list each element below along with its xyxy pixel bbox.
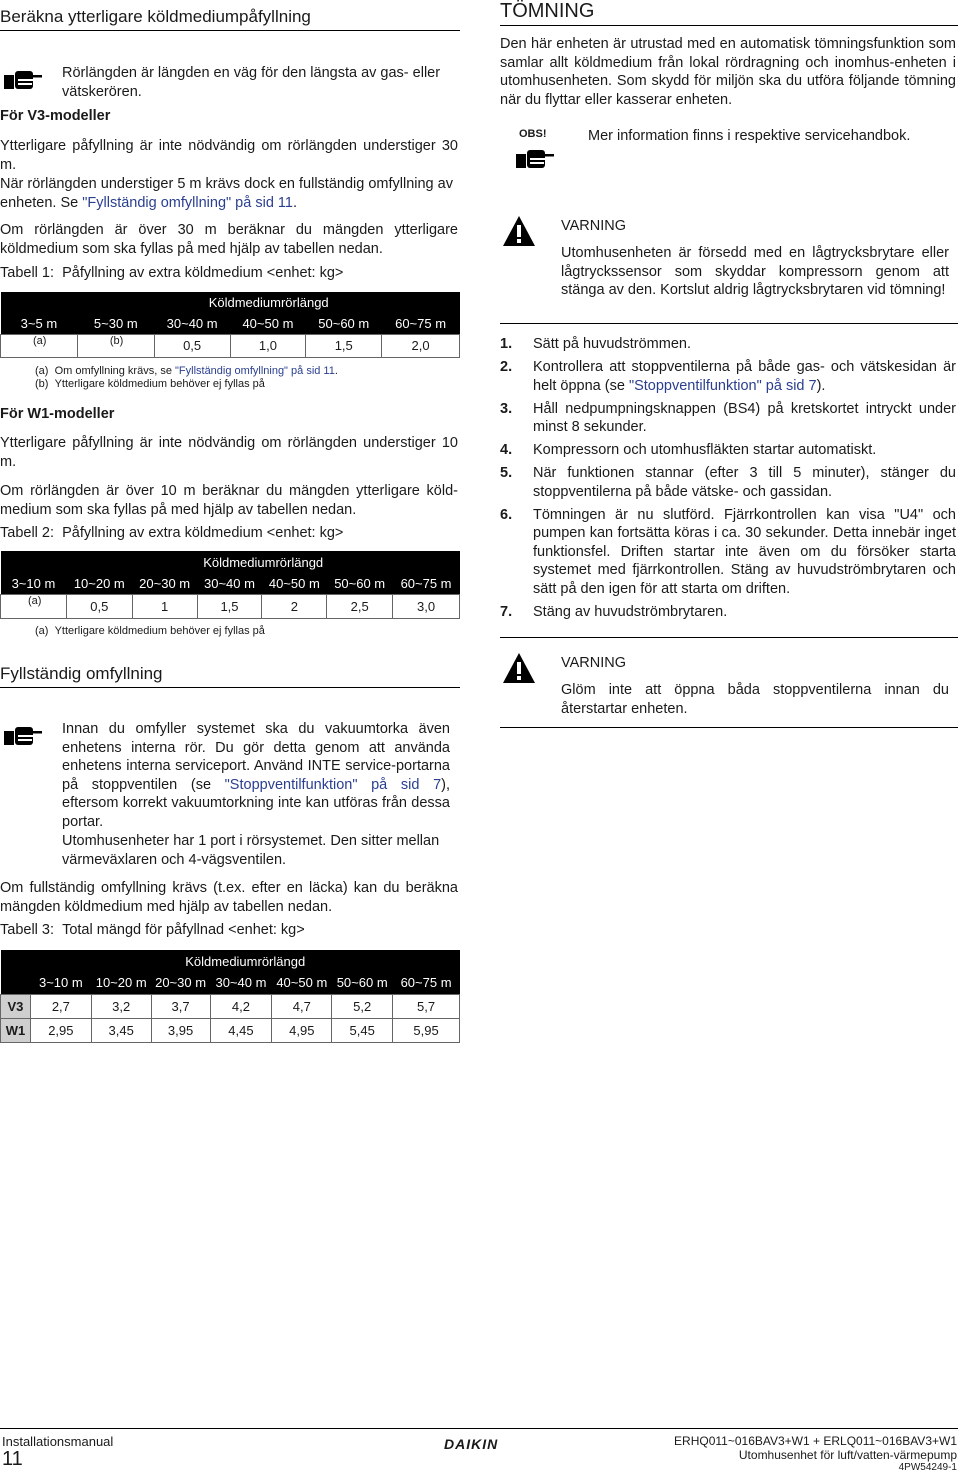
- table1-col-header: 3~5 m: [20, 315, 58, 331]
- table3-caption: Tabell 3: Total mängd för påfyllnad <enhet: kg>: [0, 922, 305, 938]
- pump-down-steps: [500, 335, 956, 626]
- section-title-full-recharge: Fyllständig omfyllning: [0, 664, 460, 688]
- table2-col-header: 3~10 m: [11, 575, 56, 591]
- full-recharge-note: Innan du omfyller systemet ska du vakuumtorka även enhetens interna rör. Du gör detta genom att använda enhetens interna serviceport. Använd INTE service-portarna på stoppventilen (se "Stoppventilfunktion" på sid 7), eftersom korrekt vakuumtorkning inte kan utföras från dessa portar.: [62, 721, 450, 830]
- warning1-text: Utomhusenheten är försedd med en lågtrycksbrytare eller lågtryckssensor som skyddar kompressorn genom att stänga av den. Kortslut aldrig lågtrycksbrytaren vid tömning!: [561, 245, 949, 298]
- footer-doc-number: 4PW54249-1: [898, 1462, 957, 1473]
- step-item: 6. Tömningen är nu slutförd. Fjärrkontrollen kan visa "U4" och pumpen kan fortsätta köras i ca. 30 sekunder. Detta innebär inget funktionsfel. Driften startar inte även om du försöker starta systemet med fjärrkontrollen. Stäng av huvudströmbrytaren och sätt på den igen för att starta om driften.: [500, 506, 956, 597]
- table3: [0, 950, 460, 1043]
- footer-model: ERHQ011~016BAV3+W1 + ERLQ011~016BAV3+W1: [674, 1434, 957, 1448]
- table2-cell: (a): [1, 594, 67, 618]
- w1-paragraph-2: Om rörlängden är över 10 m beräknar du mängden ytterligare köld-medium som ska fyllas på med hjälp av tabellen nedan.: [0, 483, 458, 518]
- step-item: 5. När funktionen stannar (efter 3 till 5 minuter), stänger du stoppventilerna på både vätske- och gassidan.: [500, 465, 956, 500]
- table1-footnote-a: (a) Om omfyllning krävs, se "Fyllständig omfyllning" på sid 11.: [35, 365, 338, 377]
- table1-row: [1, 334, 460, 357]
- table1-cell: 1,0: [230, 334, 306, 357]
- warning2-label: VARNING: [561, 655, 626, 671]
- table3-cell: 5,2: [332, 994, 393, 1018]
- table1-col-header: 60~75 m: [395, 315, 447, 331]
- table3-cell: 5,7: [393, 994, 460, 1018]
- table1-cell: (a): [1, 334, 78, 357]
- footer-product: Utomhusenhet för luft/vatten-värmepump: [738, 1448, 957, 1462]
- table3-col-header: 50~60 m: [336, 975, 388, 991]
- warning2-text: Glöm inte att öppna båda stoppventilerna innan du återstartar enheten.: [561, 682, 949, 717]
- table3-cell: 3,2: [91, 994, 151, 1018]
- footer-brand-logo: DAIKIN: [444, 1436, 499, 1452]
- v3-heading: För V3-modeller: [0, 108, 111, 124]
- table3-cell: 2,95: [30, 1018, 91, 1042]
- obs-label: OBS!: [519, 128, 547, 140]
- full-recharge-note-port: Utomhusenheter har 1 port i rörsystemet. Den sitter mellan värmeväxlaren och 4-vägsventilen.: [62, 833, 440, 868]
- table2-col-header: 40~50 m: [268, 575, 320, 591]
- step-item: 1. Sätt på huvudströmmen.: [500, 336, 691, 352]
- table2-cell: 3,0: [393, 594, 460, 618]
- table3-cell: 3,45: [91, 1018, 151, 1042]
- warning1-label: VARNING: [561, 218, 626, 234]
- table1-col-header: 5~30 m: [93, 315, 138, 331]
- warning-triangle-icon: [502, 215, 536, 247]
- table3-cell: 4,95: [272, 1018, 332, 1042]
- warning-triangle-icon: [502, 652, 536, 684]
- section-title-pump-down: TÖMNING: [500, 0, 958, 26]
- table1-cell: 0,5: [154, 334, 230, 357]
- table3-row: [1, 1018, 460, 1042]
- table3-cell: 4,7: [272, 994, 332, 1018]
- w1-heading: För W1-modeller: [0, 406, 115, 422]
- table1-cell: 2,0: [382, 334, 460, 357]
- full-recharge-paragraph: Om fullständig omfyllning krävs (t.ex. efter en läcka) kan du beräkna mängden köldmedium med hjälp av tabellen nedan.: [0, 880, 458, 915]
- link-full-recharge[interactable]: "Fyllständig omfyllning" på sid 11: [82, 194, 293, 211]
- table2-col-header: 30~40 m: [204, 575, 255, 591]
- table2-col-header: 20~30 m: [139, 575, 191, 591]
- table3-cell: 4,2: [210, 994, 272, 1018]
- warning2-divider-bottom: [500, 727, 958, 728]
- footer-page-number: 11: [2, 1448, 23, 1470]
- table3-col-header: 20~30 m: [155, 975, 207, 991]
- w1-paragraph-1: Ytterligare påfyllning är inte nödvändig om rörlängden understiger 10 m.: [0, 435, 458, 470]
- note-hand-icon: [4, 67, 44, 91]
- table2-col-header: 10~20 m: [73, 575, 125, 591]
- table1-col-header: 40~50 m: [242, 315, 294, 331]
- table3-cell: 2,7: [30, 994, 91, 1018]
- table2-cell: 2: [262, 594, 327, 618]
- table3-row-label: W1: [1, 1018, 31, 1042]
- table1-cell: 1,5: [306, 334, 382, 357]
- table1-col-header: 30~40 m: [166, 315, 218, 331]
- table2-group-header: Köldmediumrörlängd: [203, 554, 324, 570]
- table3-cell: 4,45: [210, 1018, 272, 1042]
- link-stop-valve-step[interactable]: "Stoppventilfunktion" på sid 7: [628, 377, 817, 394]
- v3-paragraph-2: När rörlängden understiger 5 m krävs dock en fullständig omfyllning av enheten. Se "Fyllständig omfyllning" på sid 11.: [0, 176, 453, 211]
- table3-cell: 3,95: [151, 1018, 210, 1042]
- table3-cell: 5,45: [332, 1018, 393, 1042]
- table1-group-header: Köldmediumrörlängd: [208, 295, 329, 310]
- section-title-additional-charge: Beräkna ytterligare köldmediumpåfyllning: [0, 7, 460, 31]
- table3-col-header: 40~50 m: [276, 975, 328, 991]
- step-item: 4. Kompressorn och utomhusfläkten startar automatiskt.: [500, 442, 877, 458]
- table3-cell: 5,95: [393, 1018, 460, 1042]
- table1-footnote-b: (b) Ytterligare köldmedium behöver ej fyllas på: [35, 378, 265, 390]
- table3-col-header: 60~75 m: [400, 975, 452, 991]
- pipe-length-note: Rörlängden är längden en väg för den längsta av gas- eller vätskerören.: [62, 65, 441, 100]
- step-item: 7. Stäng av huvudströmbrytaren.: [500, 603, 728, 620]
- table3-cell: 3,7: [151, 994, 210, 1018]
- table3-col-header: 30~40 m: [215, 975, 267, 991]
- table1-col-header: 50~60 m: [318, 315, 370, 331]
- footer-rule: [0, 1428, 958, 1429]
- table2-cell: 1: [132, 594, 197, 618]
- obs-text: Mer information finns i respektive servicehandbok.: [588, 128, 911, 144]
- v3-paragraph-3: Om rörlängden är över 30 m beräknar du mängden ytterligare köldmedium som ska fyllas på med hjälp av tabellen nedan.: [0, 222, 458, 257]
- note-hand-icon: [4, 723, 44, 747]
- table1-cell: (b): [77, 334, 154, 357]
- table2-cell: 2,5: [327, 594, 393, 618]
- table2-cell: 1,5: [197, 594, 262, 618]
- table2-col-header: 50~60 m: [334, 575, 386, 591]
- table2: [0, 551, 460, 619]
- link-stop-valve[interactable]: "Stoppventilfunktion" på sid 7: [224, 776, 442, 793]
- table3-group-header: Köldmediumrörlängd: [185, 953, 306, 969]
- warning2-divider-top: [500, 637, 958, 638]
- warning-divider: [500, 323, 958, 324]
- table2-col-header: 60~75 m: [400, 575, 452, 591]
- table2-cell: 0,5: [66, 594, 132, 618]
- link-full-recharge-footnote[interactable]: "Fyllständig omfyllning" på sid 11: [175, 365, 335, 377]
- table2-row: [1, 594, 460, 618]
- table2-caption: Tabell 2: Påfyllning av extra köldmedium <enhet: kg>: [0, 525, 344, 541]
- v3-paragraph-1: Ytterligare påfyllning är inte nödvändig om rörlängden understiger 30 m.: [0, 138, 458, 173]
- step-item: 2. Kontrollera att stoppventilerna på både gas- och vätskesidan är helt öppna (se "Stoppventilfunktion" på sid 7).: [500, 359, 956, 394]
- table3-col-header: 3~10 m: [38, 975, 83, 991]
- footer-manual-label: Installationsmanual: [2, 1434, 114, 1449]
- table3-row-label: V3: [1, 994, 31, 1018]
- table1: [0, 292, 460, 358]
- pump-down-intro: Den här enheten är utrustad med en automatisk tömningsfunktion som samlar allt köldmedium från lokal rördragning och inomhus-enheten i utomhusenheten. Som skydd för miljön ska du utföra följande tömning när du flyttar eller kasserar enheten.: [500, 36, 956, 108]
- note-hand-icon: [516, 146, 556, 170]
- table3-col-header: 10~20 m: [95, 975, 147, 991]
- step-item: 3. Håll nedpumpningsknappen (BS4) på kretskortet intryckt under minst 8 sekunder.: [500, 400, 956, 435]
- table2-footnote-a: (a) Ytterligare köldmedium behöver ej fyllas på: [35, 625, 265, 637]
- table3-row: [1, 994, 460, 1018]
- table1-caption: Tabell 1: Påfyllning av extra köldmedium <enhet: kg>: [0, 265, 344, 281]
